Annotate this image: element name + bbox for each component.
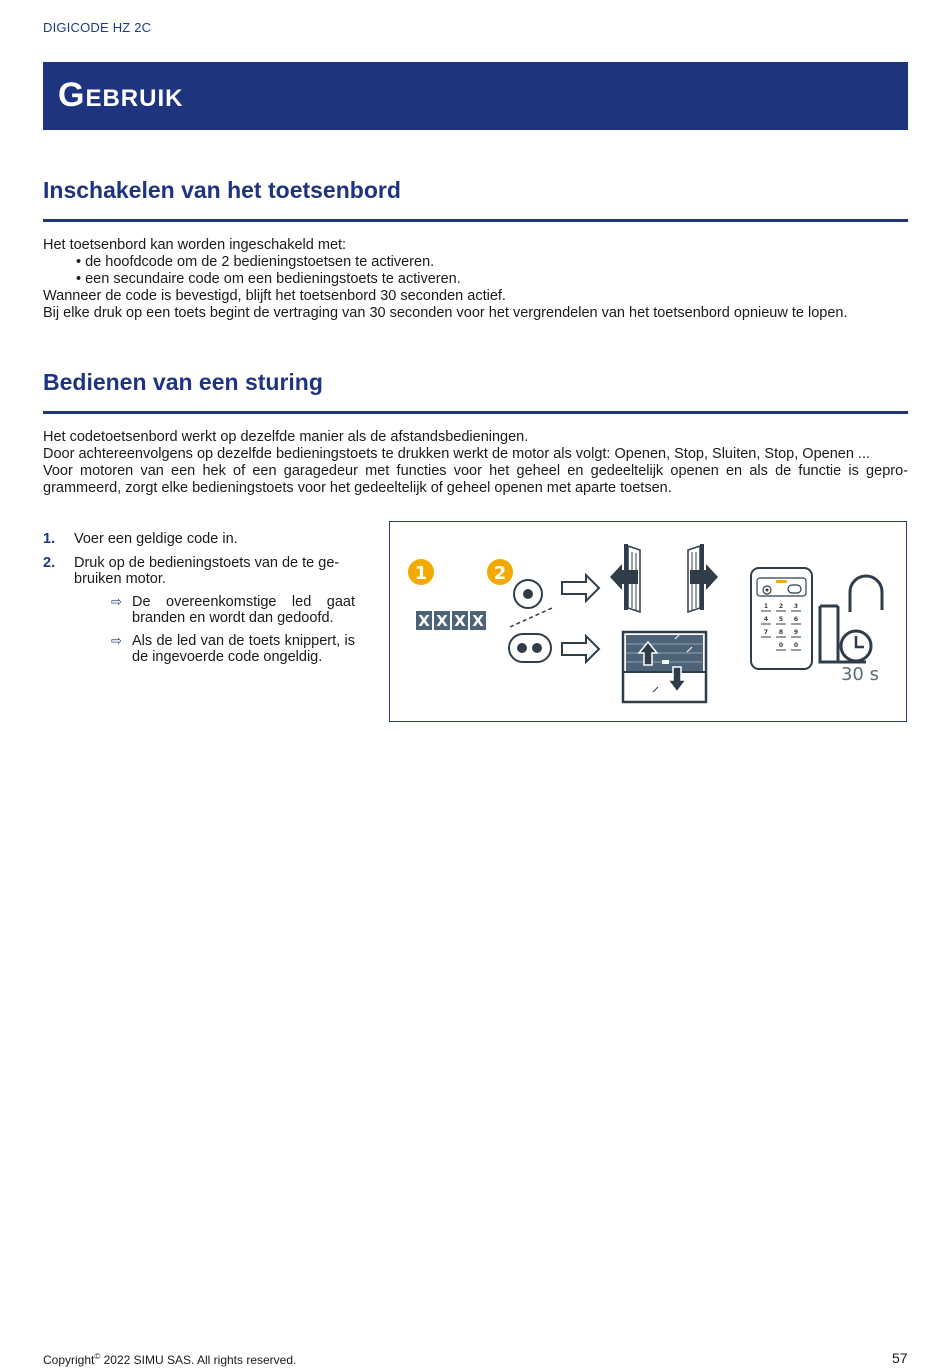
dashed-separator (510, 608, 552, 627)
keypad-key: 6 (793, 616, 799, 623)
keypad-key: 1 (763, 603, 769, 610)
step-list (43, 531, 355, 673)
keypad-key: 4 (763, 616, 769, 623)
body-line: Wanneer de code is bevestigd, blijft het toetsenbord 30 seconden actief. (43, 288, 506, 304)
substep-text: Als de led van de toets knippert, is de ingevoerde code ongeldig. (132, 633, 355, 665)
result-arrow-icon: ⇨ (111, 633, 122, 648)
chapter-title: Gebruik (58, 76, 184, 114)
operation-illustration (389, 521, 907, 722)
result-arrow-icon: ⇨ (111, 594, 122, 609)
section-title-inschakelen: Inschakelen van het toetsenbord (43, 177, 401, 203)
bullet-item: • de hoofdcode om de 2 bedieningstoetsen te activeren. (76, 254, 435, 270)
code-key: X (418, 612, 430, 630)
code-key: X (436, 612, 448, 630)
garage-door-icon (623, 632, 706, 702)
copyright-notice (43, 1352, 296, 1367)
section-rule (43, 219, 908, 222)
code-key: X (472, 612, 484, 630)
keypad-key: 2 (778, 603, 784, 610)
bullet-item: • een secundaire code om een bedieningstoets te activeren. (76, 271, 461, 287)
badge-label: 1 (414, 563, 428, 584)
copyright-prefix: Copyright (43, 1353, 95, 1367)
page-number: 57 (892, 1350, 908, 1366)
chapter-banner (43, 62, 908, 130)
keypad-key: 3 (793, 603, 799, 610)
code-entry-keys (416, 611, 486, 630)
single-button-icon (514, 580, 542, 608)
arrow-right-icon (562, 575, 599, 601)
step-badge-1 (408, 559, 434, 585)
section-rule (43, 411, 908, 414)
step-item (43, 531, 355, 547)
keypad-key: 8 (778, 629, 784, 636)
keypad-key: 7 (763, 629, 769, 636)
keypad-key: 0 (793, 642, 799, 649)
substep-text: De overeenkomstige led gaat branden en wordt dan gedoofd. (132, 594, 355, 626)
keypad-key: 9 (793, 629, 799, 636)
body-line: Bij elke druk op een toets begint de vertraging van 30 seconden voor het vergrendelen van het toetsenbord opnieuw te lopen. (43, 305, 848, 321)
keypad-key: 0 (778, 642, 784, 649)
code-key: X (454, 612, 466, 630)
clock-icon (841, 631, 871, 661)
badge-label: 2 (493, 563, 507, 584)
gate-open-left-icon (610, 544, 640, 612)
copyright-mark: © (94, 1352, 101, 1361)
step-number: 2. (43, 555, 56, 571)
document-header: DIGICODE HZ 2C (43, 20, 152, 35)
section-body-bedienen (43, 429, 908, 497)
section-title-bedienen: Bedienen van een sturing (43, 369, 323, 395)
substep-item (74, 633, 355, 665)
body-intro: Het toetsenbord kan worden ingeschakeld met: (43, 237, 347, 253)
substep-item (74, 594, 355, 626)
step-text: Druk op de bedieningstoets van de te gebruiken motor. (74, 555, 340, 587)
keypad-icon (751, 568, 812, 669)
arrow-right-icon (562, 636, 599, 662)
section-body-inschakelen (43, 237, 908, 322)
double-button-icon (509, 634, 551, 662)
body-line: Door achtereenvolgens op dezelfde bedieningstoets te drukken werkt de motor als volgt: Openen, Stop, Sluiten, Stop, Openen ... (43, 446, 871, 462)
step-number: 1. (43, 531, 56, 547)
step-item (43, 555, 355, 665)
step-text: Voer een geldige code in. (74, 531, 238, 547)
body-line: Voor motoren van een hek of een garagedeur met functies voor het geheel en gedeeltelijk openen en als de functie is geprogrammeerd, zorgt elke bedieningstoets voor het gedeeltelijk of geheel openen met aparte toetsen. (43, 463, 908, 496)
timer-label: 30 s (840, 664, 880, 685)
body-line: Het codetoetsenbord werkt op dezelfde manier als de afstandsbedieningen. (43, 429, 529, 445)
gate-open-right-icon (688, 544, 718, 612)
step-badge-2 (487, 559, 513, 585)
copyright-rest: 2022 SIMU SAS. All rights reserved. (100, 1353, 297, 1367)
keypad-key: 5 (778, 616, 784, 623)
illustration-svg (390, 522, 906, 721)
